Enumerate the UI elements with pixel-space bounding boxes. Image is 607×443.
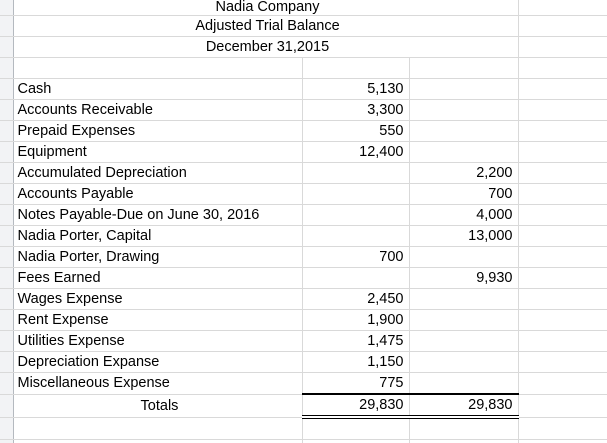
cell-credit[interactable] [409,142,518,163]
totals-debit-cell[interactable]: 29,830 [302,394,409,417]
empty-cell[interactable] [518,205,607,226]
empty-cell[interactable] [518,352,607,373]
empty-cell[interactable] [409,440,518,443]
gutter-cell[interactable] [0,352,13,373]
cell-account-name[interactable]: Prepaid Expenses [13,121,302,142]
cell-debit[interactable]: 550 [302,121,409,142]
cell-debit[interactable]: 12,400 [302,142,409,163]
empty-cell[interactable] [518,58,607,79]
cell-credit[interactable] [409,352,518,373]
gutter-cell[interactable] [0,289,13,310]
table-row [0,247,607,268]
cell-credit[interactable]: 13,000 [409,226,518,247]
table-row [0,163,607,184]
table-row [0,226,607,247]
cell-account-name[interactable]: Accounts Receivable [13,100,302,121]
table-row [0,205,607,226]
gutter-cell[interactable] [0,0,13,16]
table-row [0,289,607,310]
table-row [0,100,607,121]
empty-cell[interactable] [518,184,607,205]
cell-account-name[interactable]: Depreciation Expanse [13,352,302,373]
totals-row [0,394,607,417]
cell-debit[interactable] [302,268,409,289]
table-row [0,440,607,443]
gutter-cell[interactable] [0,79,13,100]
cell-account-name[interactable]: Utilities Expense [13,331,302,352]
table-row [0,310,607,331]
gutter-cell[interactable] [0,226,13,247]
cell-credit[interactable] [409,100,518,121]
cell-debit[interactable] [302,163,409,184]
table-row [0,142,607,163]
empty-cell[interactable] [518,373,607,395]
table-row [0,373,607,395]
cell-credit[interactable] [409,247,518,268]
cell-debit[interactable] [302,226,409,247]
table-row [0,16,607,37]
gutter-cell[interactable] [0,37,13,58]
title-statement-cell[interactable]: Adjusted Trial Balance [13,16,518,37]
empty-cell[interactable] [518,289,607,310]
empty-cell[interactable] [518,417,607,440]
empty-cell[interactable] [409,417,518,440]
gutter-cell[interactable] [0,184,13,205]
cell-credit[interactable] [409,121,518,142]
cell-account-name[interactable]: Nadia Porter, Capital [13,226,302,247]
cell-account-name[interactable]: Accumulated Depreciation [13,163,302,184]
empty-cell[interactable] [518,268,607,289]
empty-cell[interactable] [518,79,607,100]
title-date-cell[interactable]: December 31,2015 [13,37,518,58]
cell-debit[interactable]: 1,475 [302,331,409,352]
table-row [0,184,607,205]
cell-credit[interactable] [409,373,518,395]
cell-credit[interactable] [409,310,518,331]
empty-cell[interactable] [518,247,607,268]
cell-debit[interactable]: 5,130 [302,79,409,100]
gutter-cell[interactable] [0,394,13,417]
empty-cell[interactable] [13,58,302,79]
cell-debit[interactable]: 1,150 [302,352,409,373]
empty-cell[interactable] [518,142,607,163]
empty-cell[interactable] [518,0,607,16]
empty-cell[interactable] [409,58,518,79]
empty-cell[interactable] [518,121,607,142]
empty-cell[interactable] [518,163,607,184]
cell-debit[interactable] [302,184,409,205]
cell-credit[interactable]: 4,000 [409,205,518,226]
table-row [0,0,607,16]
empty-cell[interactable] [13,417,302,440]
empty-cell[interactable] [518,100,607,121]
table-row [0,417,607,440]
gutter-cell[interactable] [0,440,13,443]
cell-credit[interactable] [409,289,518,310]
empty-cell[interactable] [302,417,409,440]
empty-cell[interactable] [302,440,409,443]
gutter-cell[interactable] [0,142,13,163]
gutter-cell[interactable] [0,417,13,440]
gutter-cell[interactable] [0,331,13,352]
empty-cell[interactable] [302,58,409,79]
empty-cell[interactable] [518,331,607,352]
cell-account-name[interactable]: Wages Expense [13,289,302,310]
gutter-cell[interactable] [0,310,13,331]
empty-cell[interactable] [518,440,607,443]
empty-cell[interactable] [13,440,302,443]
table-row [0,352,607,373]
cell-account-name[interactable]: Equipment [13,142,302,163]
cell-credit[interactable]: 9,930 [409,268,518,289]
gutter-cell[interactable] [0,268,13,289]
totals-credit-cell[interactable]: 29,830 [409,394,518,417]
cell-credit[interactable]: 700 [409,184,518,205]
empty-cell[interactable] [518,37,607,58]
cell-account-name[interactable]: Notes Payable-Due on June 30, 2016 [13,205,302,226]
cell-debit[interactable]: 775 [302,373,409,395]
cell-account-name[interactable]: Miscellaneous Expense [13,373,302,395]
cell-account-name[interactable]: Fees Earned [13,268,302,289]
totals-label-cell[interactable]: Totals [13,394,302,417]
empty-cell[interactable] [518,310,607,331]
table-row [0,268,607,289]
gutter-cell[interactable] [0,58,13,79]
table-row [0,331,607,352]
empty-cell[interactable] [518,394,607,417]
table-row [0,37,607,58]
gutter-cell[interactable] [0,163,13,184]
cell-debit[interactable]: 3,300 [302,100,409,121]
cell-debit[interactable] [302,205,409,226]
empty-cell[interactable] [518,226,607,247]
table-row [0,121,607,142]
cell-credit[interactable]: 2,200 [409,163,518,184]
cell-account-name[interactable]: Accounts Payable [13,184,302,205]
gutter-cell[interactable] [0,373,13,395]
gutter-cell[interactable] [0,205,13,226]
cell-account-name[interactable]: Nadia Porter, Drawing [13,247,302,268]
gutter-cell[interactable] [0,121,13,142]
cell-debit[interactable]: 700 [302,247,409,268]
title-company-cell[interactable]: Nadia Company [13,0,518,16]
gutter-cell[interactable] [0,16,13,37]
cell-credit[interactable] [409,331,518,352]
cell-credit[interactable] [409,79,518,100]
table-row [0,58,607,79]
cell-account-name[interactable]: Cash [13,79,302,100]
cell-debit[interactable]: 2,450 [302,289,409,310]
table-row [0,79,607,100]
cell-account-name[interactable]: Rent Expense [13,310,302,331]
gutter-cell[interactable] [0,247,13,268]
cell-debit[interactable]: 1,900 [302,310,409,331]
gutter-cell[interactable] [0,100,13,121]
empty-cell[interactable] [518,16,607,37]
